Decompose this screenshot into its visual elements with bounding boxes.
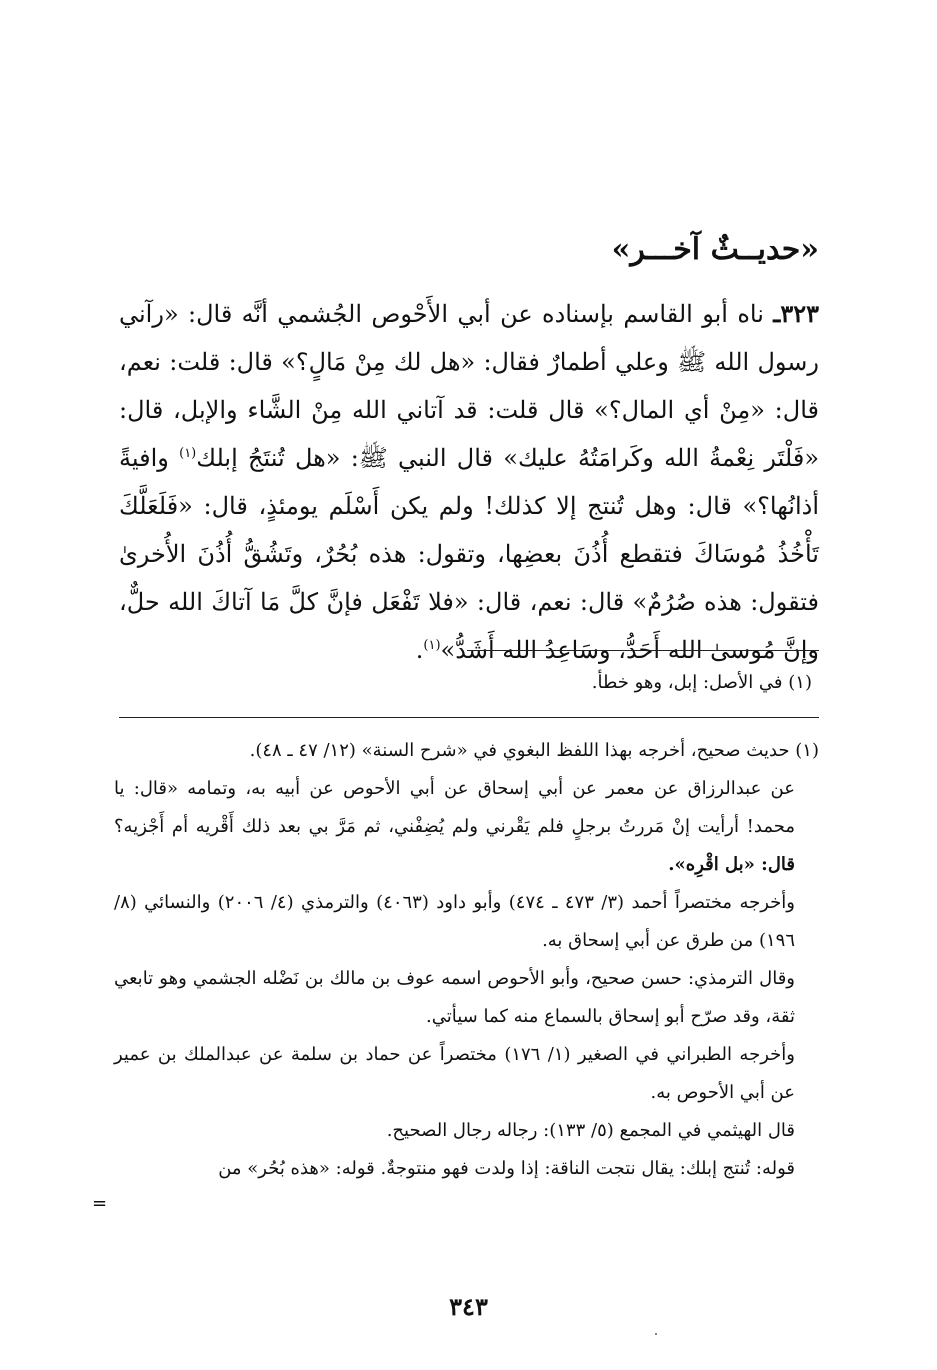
text-line: عليك» قال النبي ﷺ: «هل تُنتَجُ إبلك bbox=[196, 444, 568, 472]
footnote-marker: (١) bbox=[179, 446, 197, 461]
editor-footnote: (١) في الأصل: إبل، وهو خطأ. bbox=[591, 672, 812, 693]
text-line: هذه بُحُرٌ، وتَشُقُّ أُذُنَ الأُخرىٰ فتقول: هذه صُرُمٌ» قال: نعم، قال: «فلا تَفْعَل bbox=[119, 540, 819, 616]
note-text: وقال الترمذي: حسن صحيح، وأبو الأحوص اسمه عوف بن مالك بن نَضْله الجشمي bbox=[192, 968, 795, 989]
footnote-marker: (١) bbox=[423, 638, 441, 653]
section-heading: «حديــثٌ آخـــر» bbox=[611, 232, 819, 267]
continuation-mark: = bbox=[92, 1193, 108, 1214]
note-line: (١) حديث صحيح، أخرجه بهذا اللفظ البغوي في «شرح السنة» (١٢/ ٤٧ ـ ٤٨). bbox=[249, 740, 819, 761]
note-line bbox=[114, 960, 819, 1036]
note-text: والنسائي (٨/ ١٩٦) من طرق عن أبي إسحاق به. bbox=[114, 892, 795, 951]
note-text: يا محمد! أرأيت إنْ مَررتُ برجلٍ فلم يَقْرني ولم يُضِفْني، ثم مَرَّ بي بعد ذلك أَقْريه أم أَجْزيه؟ bbox=[114, 778, 795, 837]
note-line: قال الهيثمي في المجمع (٥/ ١٣٣): رجاله رجال الصحيح. bbox=[386, 1120, 795, 1141]
hadith-text bbox=[119, 290, 819, 674]
note-line bbox=[114, 884, 819, 960]
note-text: عمير عن أبي الأحوص به. bbox=[114, 1044, 795, 1103]
hadith-paragraph bbox=[119, 290, 819, 674]
page-number: ٣٤٣ bbox=[449, 1292, 488, 1321]
footnote-separator bbox=[467, 650, 819, 651]
scan-speck bbox=[655, 1333, 657, 1335]
note-line bbox=[114, 1036, 819, 1112]
note-text: وأخرجه مختصراً أحمد (٣/ ٤٧٣ ـ ٤٧٤) وأبو داود (٤٠٦٣) والترمذي (٤/ ٢٠٠٦) bbox=[217, 892, 796, 913]
text-line: ولم يكن أَسْلَم يومئذٍ، قال: «فَلَعَلَّكَ تَأْخُذُ مُوسَاكَ فتقطع أُذُنَ بعضِها، وتقول: bbox=[119, 492, 819, 568]
text-line: وافيةً أذانُها؟» قال: وهل تُنتج إلا كذلك! bbox=[119, 444, 819, 520]
takhrij-notes bbox=[114, 732, 819, 1188]
text-line: ناه أبو القاسم بإسناده عن أبي الأَحْوص الجُشمي أنَّه قال: «رآني رسول bbox=[119, 300, 819, 376]
note-text: قال: «بل اقْرِه». bbox=[668, 854, 795, 875]
note-line: قوله: تُنتج إبلك: يقال نتجت الناقة: إذا ولدت فهو منتوجةٌ. قوله: «هذه بُحُر» من bbox=[218, 1158, 795, 1179]
note-text: عن عبدالرزاق عن معمر عن أبي إسحاق عن أبي الأحوص عن أبيه به، وتمامه «قال: bbox=[133, 778, 795, 799]
hadith-number: ٣٢٣ـ bbox=[773, 299, 819, 328]
text-line: فإنَّ كلَّ مَا آتاكَ الله حلٌّ، وإنَّ مُوسىٰ الله أَحَدُّ، وسَاعِدُ الله أَشَدُّ» bbox=[119, 588, 819, 664]
note-text: وهو تابعي ثقة، وقد صرّح أبو إسحاق بالسماع منه كما سيأتي. bbox=[114, 968, 795, 1027]
text-line: المال؟» قال قلت: قد آتاني الله مِنْ الشَّاء والإبل، قال: «فَلْتَر نِعْمةُ الله وكَرامَتُهُ bbox=[119, 396, 820, 472]
note-text: وأخرجه الطبراني في الصغير (١/ ١٧٦) مختصراً عن حماد بن سلمة عن عبدالملك بن bbox=[157, 1044, 795, 1065]
text-line: . bbox=[415, 636, 424, 664]
note-line bbox=[114, 770, 819, 884]
text-line: الله ﷺ وعلي أطمارٌ فقال: «هل لك مِنْ مَالٍ؟» قال: قلت: نعم، قال: «مِنْ أي bbox=[119, 348, 819, 424]
notes-separator bbox=[119, 717, 819, 718]
